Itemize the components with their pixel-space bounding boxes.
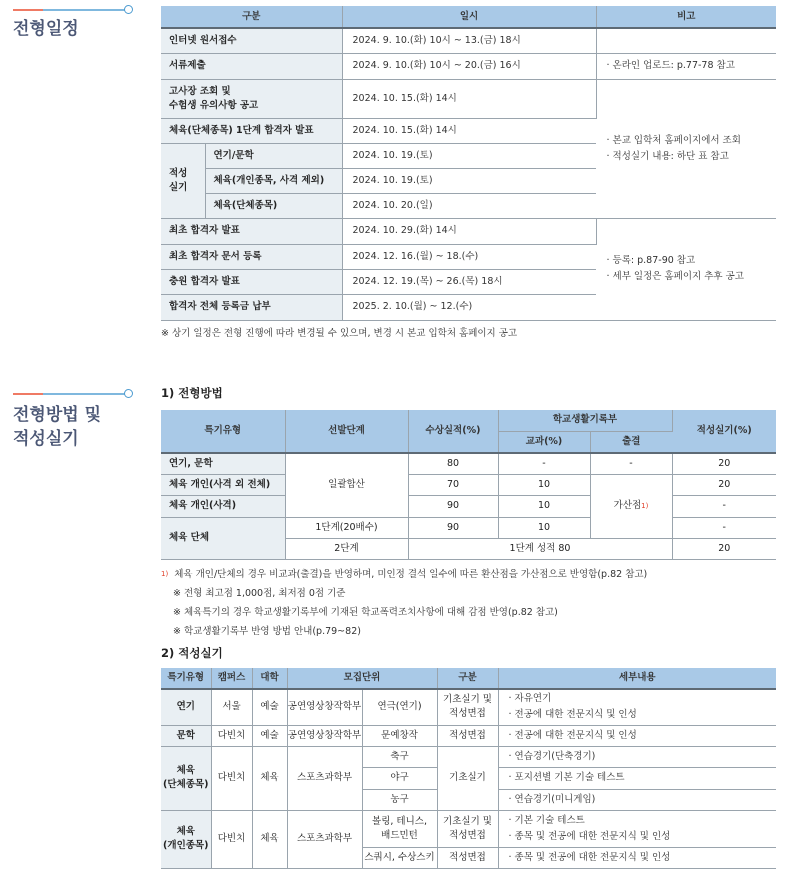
table-cell: 90	[408, 495, 498, 517]
table-cell: · 포지션별 기본 기술 테스트	[498, 767, 776, 789]
table-cell: -	[672, 495, 776, 517]
table-cell: 2024. 12. 16.(월) ~ 18.(수)	[342, 244, 596, 269]
table-cell: 스포츠과학부	[287, 746, 362, 810]
bonus-cell: 가산점$^{1)}$	[590, 474, 672, 538]
table-cell: 합격자 전체 등록금 납부	[161, 294, 342, 320]
table-cell: 2024. 10. 29.(화) 14시	[342, 218, 596, 244]
table-cell: 2024. 10. 15.(화) 14시	[342, 79, 596, 118]
table-cell: 1단계(20배수)	[285, 517, 408, 538]
table-cell: 일괄합산	[285, 453, 408, 517]
table-cell: 2024. 10. 20.(일)	[342, 193, 596, 218]
table-cell: 2024. 10. 19.(토)	[342, 143, 596, 168]
method-footnote: ※ 학교생활기록부 반영 방법 안내(p.79~82)	[173, 626, 361, 637]
table-cell: · 자유연기 · 전공에 대한 전문지식 및 인성	[498, 689, 776, 725]
table-cell: 연기/문학	[205, 143, 342, 168]
table-cell: 체육	[252, 746, 287, 810]
table-cell: 다빈치	[211, 810, 252, 868]
table-cell: 10	[498, 474, 590, 495]
table-cell: 체육 개인(사격)	[161, 495, 285, 517]
table-cell: 적성면접	[437, 847, 498, 868]
table-cell: 농구	[362, 789, 437, 810]
table-cell: 야구	[362, 767, 437, 789]
subsection-title-method: 1) 전형방법	[161, 386, 223, 400]
table-cell: 70	[408, 474, 498, 495]
table-cell: 서울	[211, 689, 252, 725]
table-cell: 예술	[252, 725, 287, 746]
schedule-table	[161, 6, 776, 321]
table-cell: 기초실기	[437, 746, 498, 810]
table-cell: 2024. 10. 15.(화) 14시	[342, 118, 596, 143]
table-cell: 체육	[252, 810, 287, 868]
table-cell: 2025. 2. 10.(월) ~ 12.(수)	[342, 294, 596, 320]
table-header-cell: 모집단위	[287, 668, 437, 689]
table-row	[161, 495, 776, 517]
table-header-cell: 대학	[252, 668, 287, 689]
table-cell: 1단계 성적 80	[408, 538, 672, 559]
table-header-cell: 적성실기(%)	[672, 410, 776, 453]
method-footnote: $^{1)}$ 체육 개인/단체의 경우 비교과(출결)을 반영하며, 미인정 결석 일수에 따른 환산점을 가산점으로 반영함(p.82 참고)	[161, 569, 648, 580]
table-cell: 체육(단체종목)	[205, 193, 342, 218]
table-cell: 공연영상창작학부	[287, 725, 362, 746]
table-cell: -	[498, 453, 590, 474]
table-cell: 다빈치	[211, 746, 252, 810]
table-cell: 공연영상창작학부	[287, 689, 362, 725]
table-cell: 최초 합격자 문서 등록	[161, 244, 342, 269]
table-cell: · 연습경기(단축경기)	[498, 746, 776, 767]
table-cell: 문학	[161, 725, 211, 746]
table-row	[161, 218, 776, 244]
table-cell: 기초실기 및 적성면접	[437, 810, 498, 847]
aptitude-table	[161, 668, 776, 869]
table-cell: -	[672, 517, 776, 538]
table-cell: 스쿼시, 수상스키	[362, 847, 437, 868]
table-cell: 10	[498, 495, 590, 517]
method-footnote: ※ 전형 최고점 1,000점, 최저점 0점 기준	[173, 588, 346, 599]
remark: · 등록: p.87-90 참고 · 세부 일정은 홈페이지 추후 공고	[596, 218, 776, 320]
table-cell: 연극(연기)	[362, 689, 437, 725]
table-row	[161, 53, 776, 79]
table-cell: 연기, 문학	[161, 453, 285, 474]
table-cell: -	[590, 453, 672, 474]
table-row	[161, 689, 776, 725]
table-cell: 2024. 10. 19.(토)	[342, 168, 596, 193]
table-header-cell: 구분	[437, 668, 498, 689]
table-cell: 최초 합격자 발표	[161, 218, 342, 244]
table-cell: 기초실기 및 적성면접	[437, 689, 498, 725]
table-row	[161, 725, 776, 746]
table-cell: 축구	[362, 746, 437, 767]
table-header-cell: 특기유형	[161, 410, 285, 453]
table-header-cell: 출결	[590, 431, 672, 453]
table-cell: 체육(단체종목) 1단계 합격자 발표	[161, 118, 342, 143]
table-row	[161, 79, 776, 118]
table-header-cell: 수상실적(%)	[408, 410, 498, 453]
table-cell: 서류제출	[161, 53, 342, 79]
table-cell: 2024. 12. 19.(목) ~ 26.(목) 18시	[342, 269, 596, 294]
table-cell: 20	[672, 474, 776, 495]
table-row	[161, 810, 776, 847]
table-cell: 10	[498, 517, 590, 538]
table-cell: 20	[672, 453, 776, 474]
header-category: 구분	[161, 6, 342, 28]
table-row	[161, 453, 776, 474]
table-header-cell: 특기유형	[161, 668, 211, 689]
table-cell: 2024. 9. 10.(화) 10시 ~ 13.(금) 18시	[342, 28, 596, 53]
section-divider	[13, 393, 130, 395]
table-cell: 볼링, 테니스, 배드민턴	[362, 810, 437, 847]
remark: · 온라인 업로드: p.77-78 참고	[596, 53, 776, 79]
section-title-method: 전형방법 및 적성실기	[13, 405, 102, 449]
table-cell: · 연습경기(미니게임)	[498, 789, 776, 810]
header-date: 일시	[342, 6, 596, 28]
remark: · 본교 입학처 홈페이지에서 조회 · 적성실기 내용: 하단 표 참고	[596, 79, 776, 218]
table-header-cell: 학교생활기록부	[498, 410, 672, 431]
table-cell: 체육 개인(사격 외 전체)	[161, 474, 285, 495]
subsection-title-aptitude: 2) 적성실기	[161, 646, 223, 660]
group-label: 적성 실기	[161, 143, 205, 218]
table-row	[161, 517, 776, 538]
table-cell: 스포츠과학부	[287, 810, 362, 868]
table-cell: 연기	[161, 689, 211, 725]
table-cell: 체육(개인종목, 사격 제외)	[205, 168, 342, 193]
table-cell: · 전공에 대한 전문지식 및 인성	[498, 725, 776, 746]
table-cell: 체육 (개인종목)	[161, 810, 211, 868]
table-cell	[596, 28, 776, 53]
table-row	[161, 474, 776, 495]
header-remark: 비고	[596, 6, 776, 28]
table-cell: 20	[672, 538, 776, 559]
table-cell: 인터넷 원서접수	[161, 28, 342, 53]
table-cell: 체육 (단체종목)	[161, 746, 211, 810]
table-cell: 90	[408, 517, 498, 538]
table-cell: 예술	[252, 689, 287, 725]
table-row	[161, 746, 776, 767]
table-cell: 적성면접	[437, 725, 498, 746]
table-cell: 고사장 조회 및 수험생 유의사항 공고	[161, 79, 342, 118]
schedule-footnote: ※ 상기 일정은 전형 진행에 따라 변경될 수 있으며, 변경 시 본교 입학처 홈페이지 공고	[161, 328, 518, 339]
method-footnote: ※ 체육특기의 경우 학교생활기록부에 기재된 학교폭력조치사항에 대해 감점 반영(p.82 참고)	[173, 607, 558, 618]
table-cell: · 종목 및 전공에 대한 전문지식 및 인성	[498, 847, 776, 868]
table-cell: 다빈치	[211, 725, 252, 746]
table-row	[161, 28, 776, 53]
table-cell: 문예창작	[362, 725, 437, 746]
table-header-cell: 세부내용	[498, 668, 776, 689]
table-cell: 2024. 9. 10.(화) 10시 ~ 20.(금) 16시	[342, 53, 596, 79]
table-header-cell: 선발단계	[285, 410, 408, 453]
method-table	[161, 410, 776, 560]
section-divider	[13, 9, 130, 11]
table-header-cell: 캠퍼스	[211, 668, 252, 689]
table-cell: 체육 단체	[161, 517, 285, 559]
table-cell: 2단계	[285, 538, 408, 559]
section-title-schedule: 전형일정	[13, 19, 79, 39]
table-cell: 충원 합격자 발표	[161, 269, 342, 294]
table-cell: · 기본 기술 테스트 · 종목 및 전공에 대한 전문지식 및 인성	[498, 810, 776, 847]
table-header-cell: 교과(%)	[498, 431, 590, 453]
table-cell: 80	[408, 453, 498, 474]
